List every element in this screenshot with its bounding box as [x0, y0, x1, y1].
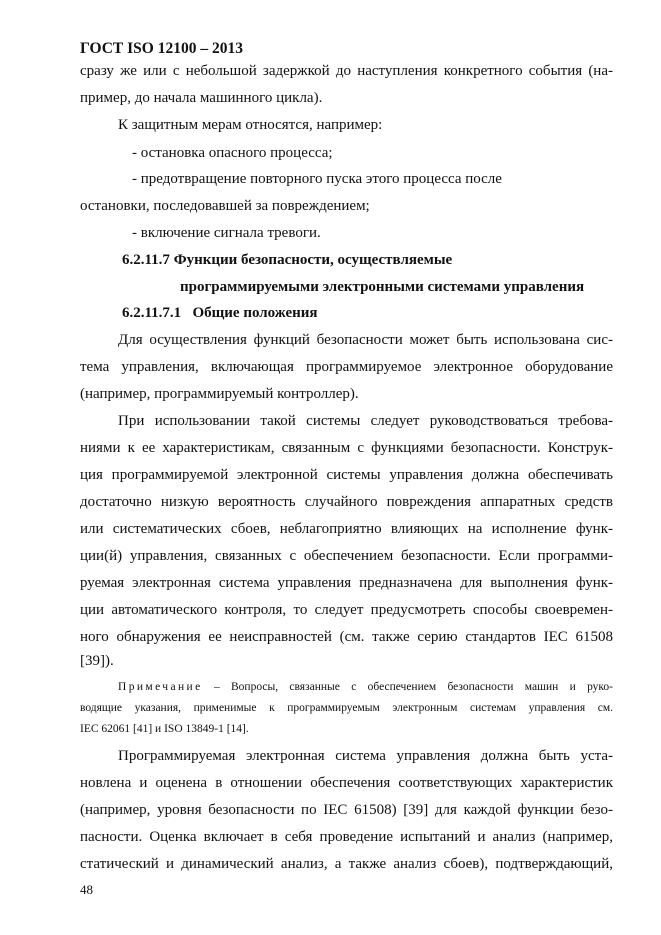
- text-line: ция программируемой электронной системы управления должна обеспечивать: [80, 467, 613, 483]
- text-line: Программируемая электронная система управления должна быть уста-: [118, 748, 613, 764]
- text-line: Для осуществления функций безопасности может быть использована сис-: [118, 332, 613, 348]
- section-title-line1: Функции безопасности, осуществляемые: [173, 252, 453, 268]
- list-item: - предотвращение повторного пуска этого процесса после: [132, 171, 502, 187]
- text-line: ции(й) управления, связанных с обеспечением безопасности. Если программи-: [80, 548, 613, 564]
- text-line: остановки, последовавшей за повреждением;: [80, 198, 370, 214]
- page-number: 48: [80, 882, 93, 897]
- text-line: ции автоматического контроля, то следует предусмотреть способы своевремен-: [80, 602, 613, 618]
- text-line: При использовании такой системы следует руководствоваться требова-: [118, 413, 613, 429]
- text-line: новлена и оценена в отношении обеспечения соответствующих характеристик: [80, 775, 613, 791]
- text-line: достаточно низкую вероятность случайного повреждения аппаратных средств: [80, 494, 613, 510]
- note-line: IEC 62061 [41] и ISO 13849-1 [14].: [80, 723, 249, 735]
- text-line: или систематических сбоев, неблагоприятно влияющих на исполнение функ-: [80, 521, 613, 537]
- note-text: – Вопросы, связанные с обеспечением безопасности машин и руко-: [213, 681, 613, 693]
- text-line: (например, уровня безопасности по IEC 61508) [39] для каждой функции безо-: [80, 802, 613, 818]
- subsection-number: 6.2.11.7.1: [122, 305, 182, 321]
- text-line: сразу же или с небольшой задержкой до наступления конкретного события (на-: [80, 63, 613, 79]
- text-line: ниями к ее характеристикам, связанным с функциями безопасности. Конструк-: [80, 440, 613, 456]
- text-line: руемая электронная система управления предназначена для выполнения функ-: [80, 575, 613, 591]
- text-line: пример, до начала машинного цикла).: [80, 90, 323, 106]
- text-line: пасности. Оценка включает в себя проведение испытаний и анализ (например,: [80, 829, 613, 845]
- section-number: 6.2.11.7: [122, 252, 170, 268]
- note-line: [118, 680, 613, 695]
- document-header: ГОСТ ISO 12100 – 2013: [80, 40, 243, 57]
- note-line: водящие указания, применимые к программируемым электронным системам управления см.: [80, 702, 613, 714]
- section-title-line2: программируемыми электронными системами управления: [180, 279, 585, 295]
- section-heading: [122, 251, 452, 269]
- text-line: (например, программируемый контроллер).: [80, 386, 359, 402]
- text-line: тема управления, включающая программируемое электронное оборудование: [80, 359, 613, 375]
- note-label: Примечание: [118, 681, 203, 693]
- text-line: ного обнаружения ее неисправностей (см. также серию стандартов IEC 61508: [80, 629, 613, 645]
- subsection-title: Общие положения: [192, 305, 318, 321]
- list-item: - включение сигнала тревоги.: [132, 225, 321, 241]
- text-line: [39]).: [80, 653, 114, 669]
- subsection-heading: [122, 304, 318, 322]
- list-item: - остановка опасного процесса;: [132, 145, 333, 161]
- text-line: статический и динамический анализ, а также анализ сбоев), подтверждающий,: [80, 856, 613, 872]
- text-line: К защитным мерам относятся, например:: [118, 117, 383, 133]
